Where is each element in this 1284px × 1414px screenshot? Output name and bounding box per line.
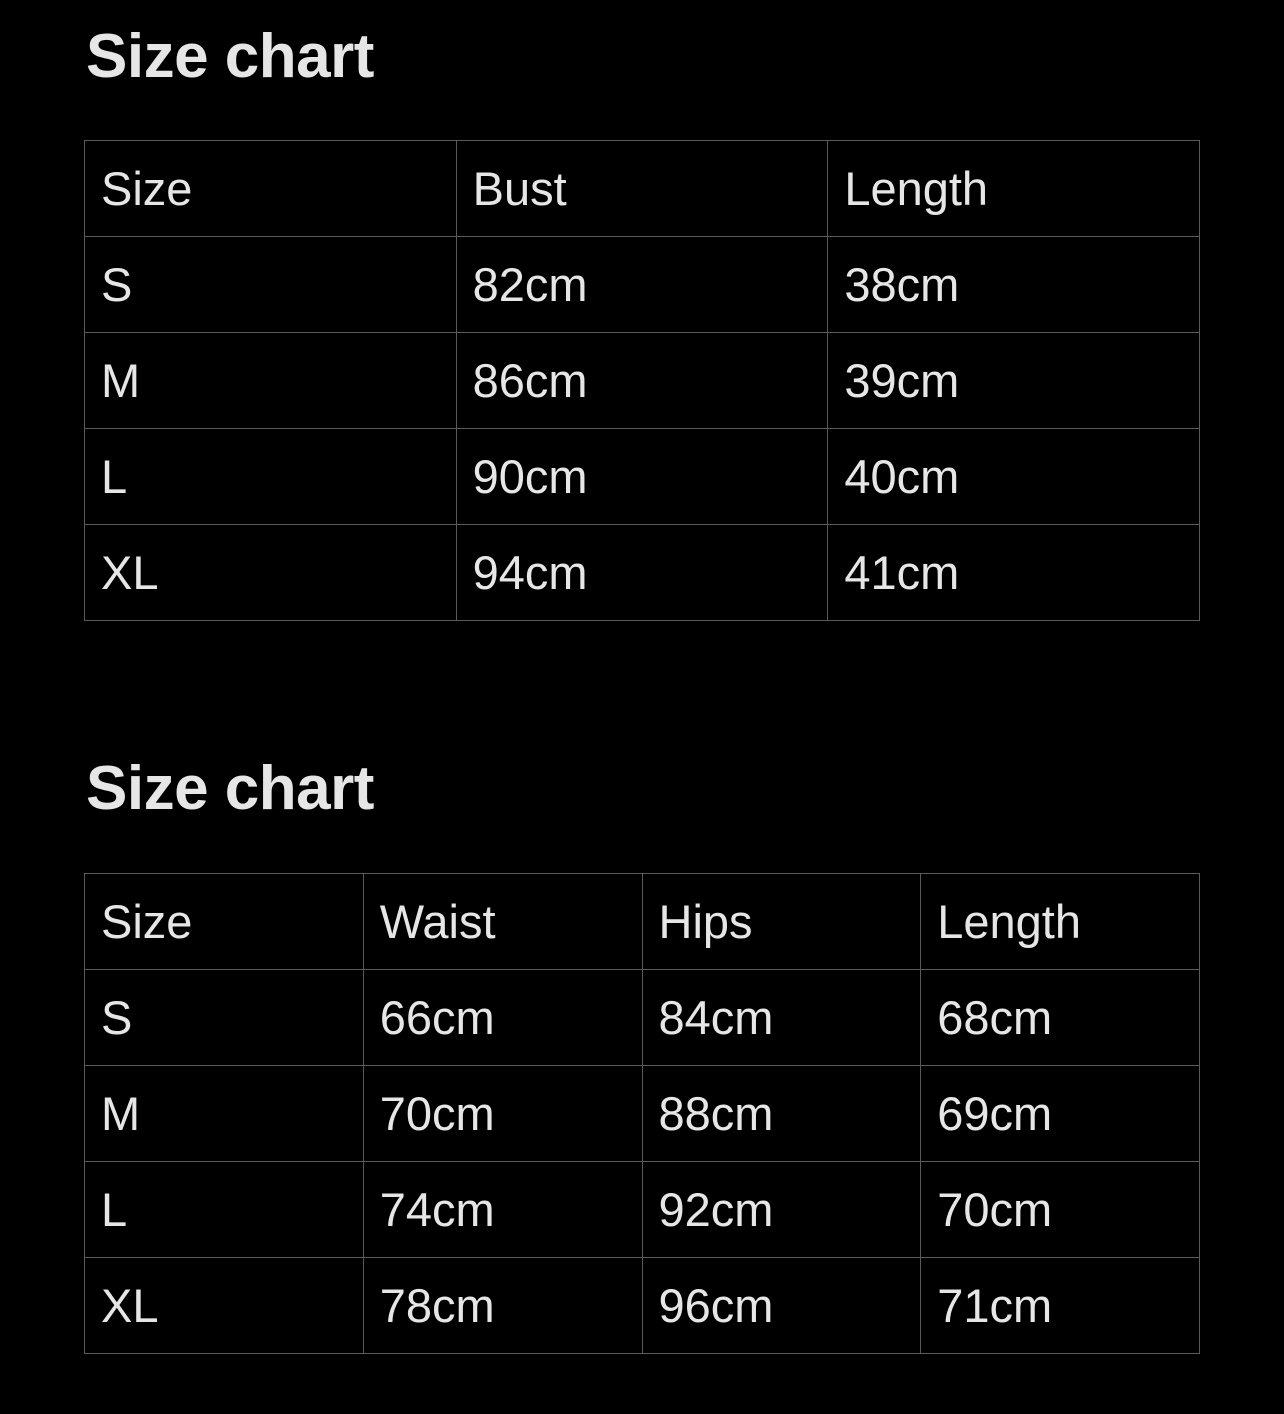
table-cell: 40cm [828, 429, 1200, 525]
table-row [85, 1162, 1200, 1258]
header-cell-length: Length [921, 874, 1200, 970]
header-cell-size: Size [85, 141, 457, 237]
table-cell: 41cm [828, 525, 1200, 621]
header-cell-size: Size [85, 874, 364, 970]
table-cell: S [85, 970, 364, 1066]
table-row [85, 970, 1200, 1066]
table-cell: M [85, 1066, 364, 1162]
table-cell: 94cm [456, 525, 828, 621]
header-cell-waist: Waist [363, 874, 642, 970]
table-header-row [85, 141, 1200, 237]
table-cell: 92cm [642, 1162, 921, 1258]
table-cell: 88cm [642, 1066, 921, 1162]
table-row [85, 1066, 1200, 1162]
size-chart-title-bottom: Size chart [86, 754, 374, 823]
table-cell: L [85, 1162, 364, 1258]
table-cell: 70cm [921, 1162, 1200, 1258]
table-cell: 90cm [456, 429, 828, 525]
header-cell-hips: Hips [642, 874, 921, 970]
header-cell-length: Length [828, 141, 1200, 237]
table-cell: XL [85, 525, 457, 621]
table-cell: 96cm [642, 1258, 921, 1354]
table-cell: 69cm [921, 1066, 1200, 1162]
header-cell-bust: Bust [456, 141, 828, 237]
table-cell: 38cm [828, 237, 1200, 333]
table-cell: 70cm [363, 1066, 642, 1162]
table-cell: 66cm [363, 970, 642, 1066]
bottoms-size-table [84, 873, 1200, 1354]
table-cell: L [85, 429, 457, 525]
table-header-row [85, 874, 1200, 970]
size-chart-title-top: Size chart [86, 22, 374, 91]
table-cell: 68cm [921, 970, 1200, 1066]
table-row [85, 333, 1200, 429]
table-cell: XL [85, 1258, 364, 1354]
table-cell: M [85, 333, 457, 429]
table-cell: 86cm [456, 333, 828, 429]
table-row [85, 525, 1200, 621]
tops-size-table [84, 140, 1200, 621]
table-cell: 71cm [921, 1258, 1200, 1354]
table-cell: 39cm [828, 333, 1200, 429]
table-row [85, 237, 1200, 333]
table-cell: 84cm [642, 970, 921, 1066]
table-cell: S [85, 237, 457, 333]
table-row [85, 1258, 1200, 1354]
table-cell: 74cm [363, 1162, 642, 1258]
table-row [85, 429, 1200, 525]
table-cell: 82cm [456, 237, 828, 333]
table-cell: 78cm [363, 1258, 642, 1354]
